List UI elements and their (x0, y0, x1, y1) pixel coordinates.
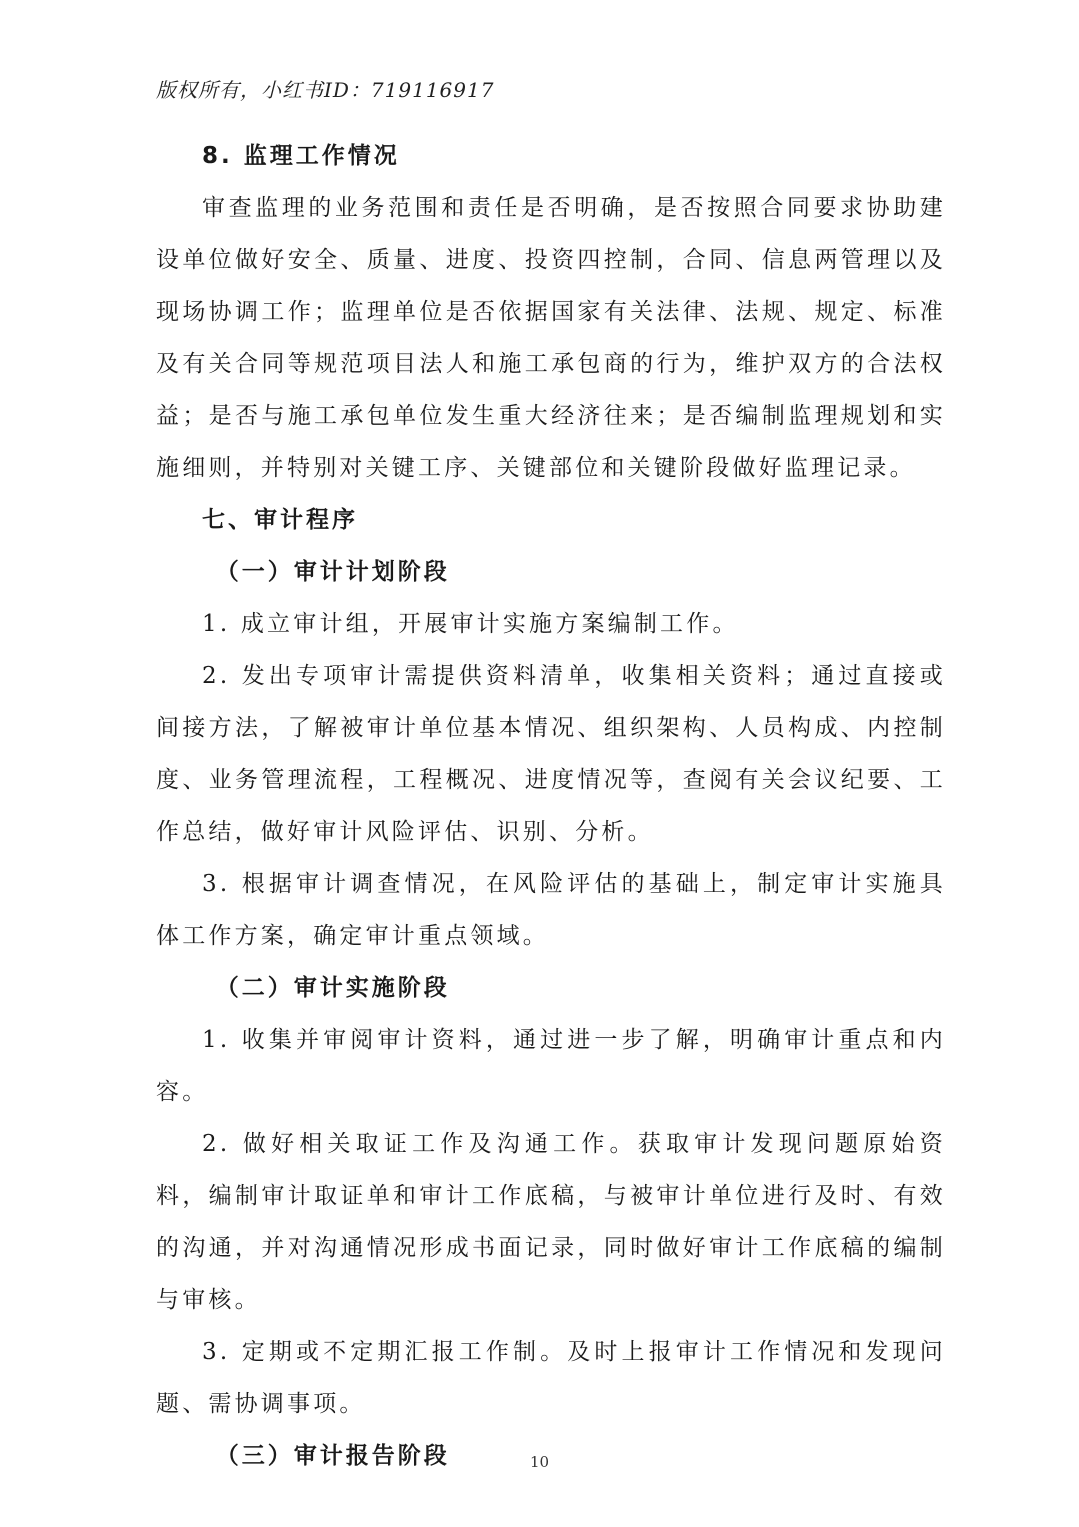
page-number: 10 (529, 1453, 550, 1471)
phase-1-item-3: 3. 根据审计调查情况，在风险评估的基础上，制定审计实施具体工作方案，确定审计重点领域。 (156, 871, 946, 949)
phase-2-item-2: 2. 做好相关取证工作及沟通工作。获取审计发现问题原始资料，编制审计取证单和审计工作底稿，与被审计单位进行及时、有效的沟通，并对沟通情况形成书面记录，同时做好审计工作底稿的编制与审核。 (156, 1131, 946, 1313)
section-8-body: 审查监理的业务范围和责任是否明确，是否按照合同要求协助建设单位做好安全、质量、进度、投资四控制，合同、信息两管理以及现场协调工作；监理单位是否依据国家有关法律、法规、规定、标准及有关合同等规范项目法人和施工承包商的行为，维护双方的合法权益；是否与施工承包单位发生重大经济往来；是否编制监理规划和实施细则，并特别对关键工序、关键部位和关键阶段做好监理记录。 (156, 195, 946, 481)
phase-3-title: （三）审计报告阶段 (215, 1443, 450, 1469)
phase-1-item-2: 2. 发出专项审计需提供资料清单，收集相关资料；通过直接或间接方法，了解被审计单位基本情况、组织架构、人员构成、内控制度、业务管理流程，工程概况、进度情况等，查阅有关会议纪要、工作总结，做好审计风险评估、识别、分析。 (156, 663, 946, 845)
section-8-title: 8. 监理工作情况 (202, 143, 400, 169)
phase-2-item-1: 1. 收集并审阅审计资料，通过进一步了解，明确审计重点和内容。 (156, 1027, 946, 1105)
phase-2-item-3: 3. 定期或不定期汇报工作制。及时上报审计工作情况和发现问题、需协调事项。 (156, 1339, 946, 1417)
section-7-title: 七、审计程序 (202, 507, 358, 533)
phase-2-title: （二）审计实施阶段 (215, 975, 450, 1001)
phase-1-title: （一）审计计划阶段 (215, 559, 450, 585)
phase-1-item-1: 1. 成立审计组，开展审计实施方案编制工作。 (202, 611, 739, 637)
copyright-watermark: 版权所有，小红书ID：719116917 (156, 78, 495, 102)
document-body (156, 130, 946, 1482)
